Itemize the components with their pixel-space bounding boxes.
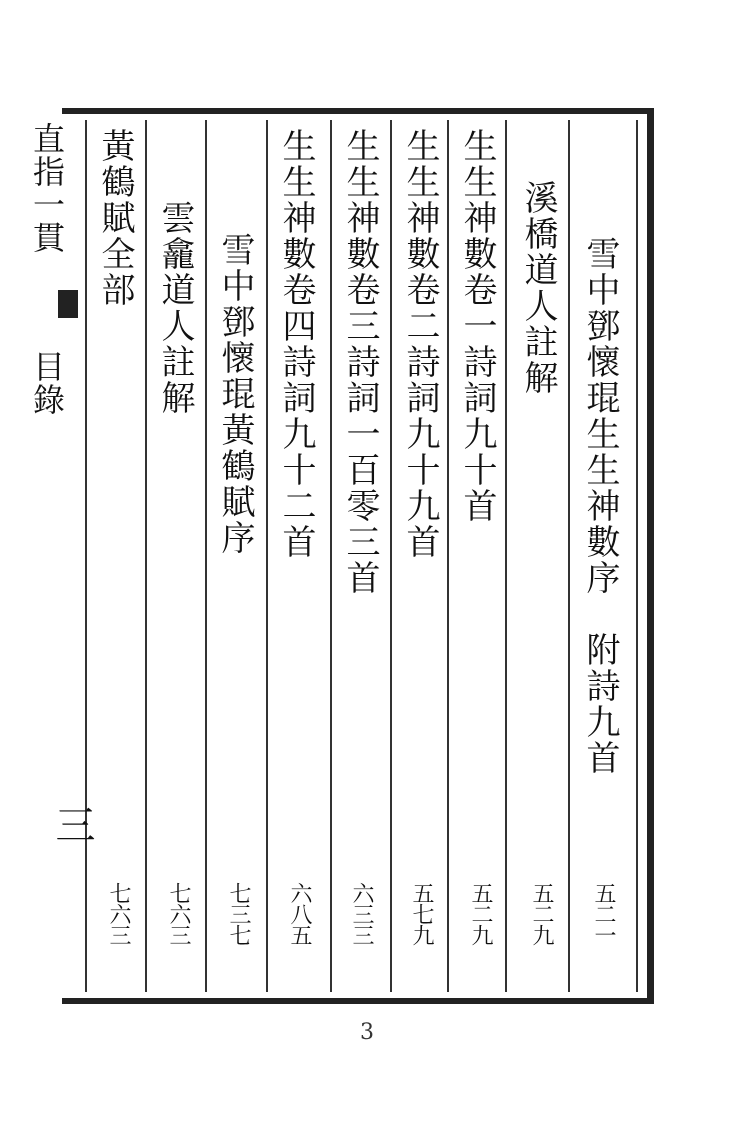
toc-entry-title: 黃鶴賦全部 [95,128,135,308]
column-rule [205,120,207,992]
toc-entry-page: 五二九 [468,882,493,945]
toc-entry-title: 雲龕道人註解 [155,200,195,416]
column-rule [145,120,147,992]
toc-entry-page: 七三七 [226,882,251,945]
page-number: 3 [360,1020,374,1045]
toc-entry-title: 生生神數卷四詩詞九十二首 [276,128,316,560]
book-title: 直指一貫 [28,122,66,254]
column-rule [266,120,268,992]
toc-entry-title: 生生神數卷二詩詞九十九首 [400,128,440,560]
toc-entry-page: 七六三 [106,882,131,945]
toc-entry-title: 生生神數卷一詩詞九十首 [457,128,497,524]
column-rule [85,120,87,992]
toc-entry-page: 五二九 [529,882,554,945]
column-rule [447,120,449,992]
toc-entry-page: 五二一 [591,882,616,945]
toc-entry-title: 雪中鄧懷琨黃鶴賦序 [215,232,255,556]
column-rule [568,120,570,992]
column-rule [505,120,507,992]
toc-entry-title: 雪中鄧懷琨生生神數序 附詩九首 [580,236,620,776]
frame-inner-rule [636,120,638,992]
column-rule [390,120,392,992]
section-title: 目錄 [28,350,66,416]
leaf-number: 三 [49,804,95,844]
toc-entry-page: 六八五 [287,882,312,945]
toc-entry-page: 七六三 [166,882,191,945]
column-rule [330,120,332,992]
toc-entry-page: 六三三 [349,882,374,945]
toc-entry-title: 生生神數卷三詩詞一百零三首 [340,128,380,596]
fishtail-marker [58,290,78,318]
toc-entry-page: 五七九 [409,882,434,945]
toc-entry-title: 溪橋道人註解 [518,180,558,396]
